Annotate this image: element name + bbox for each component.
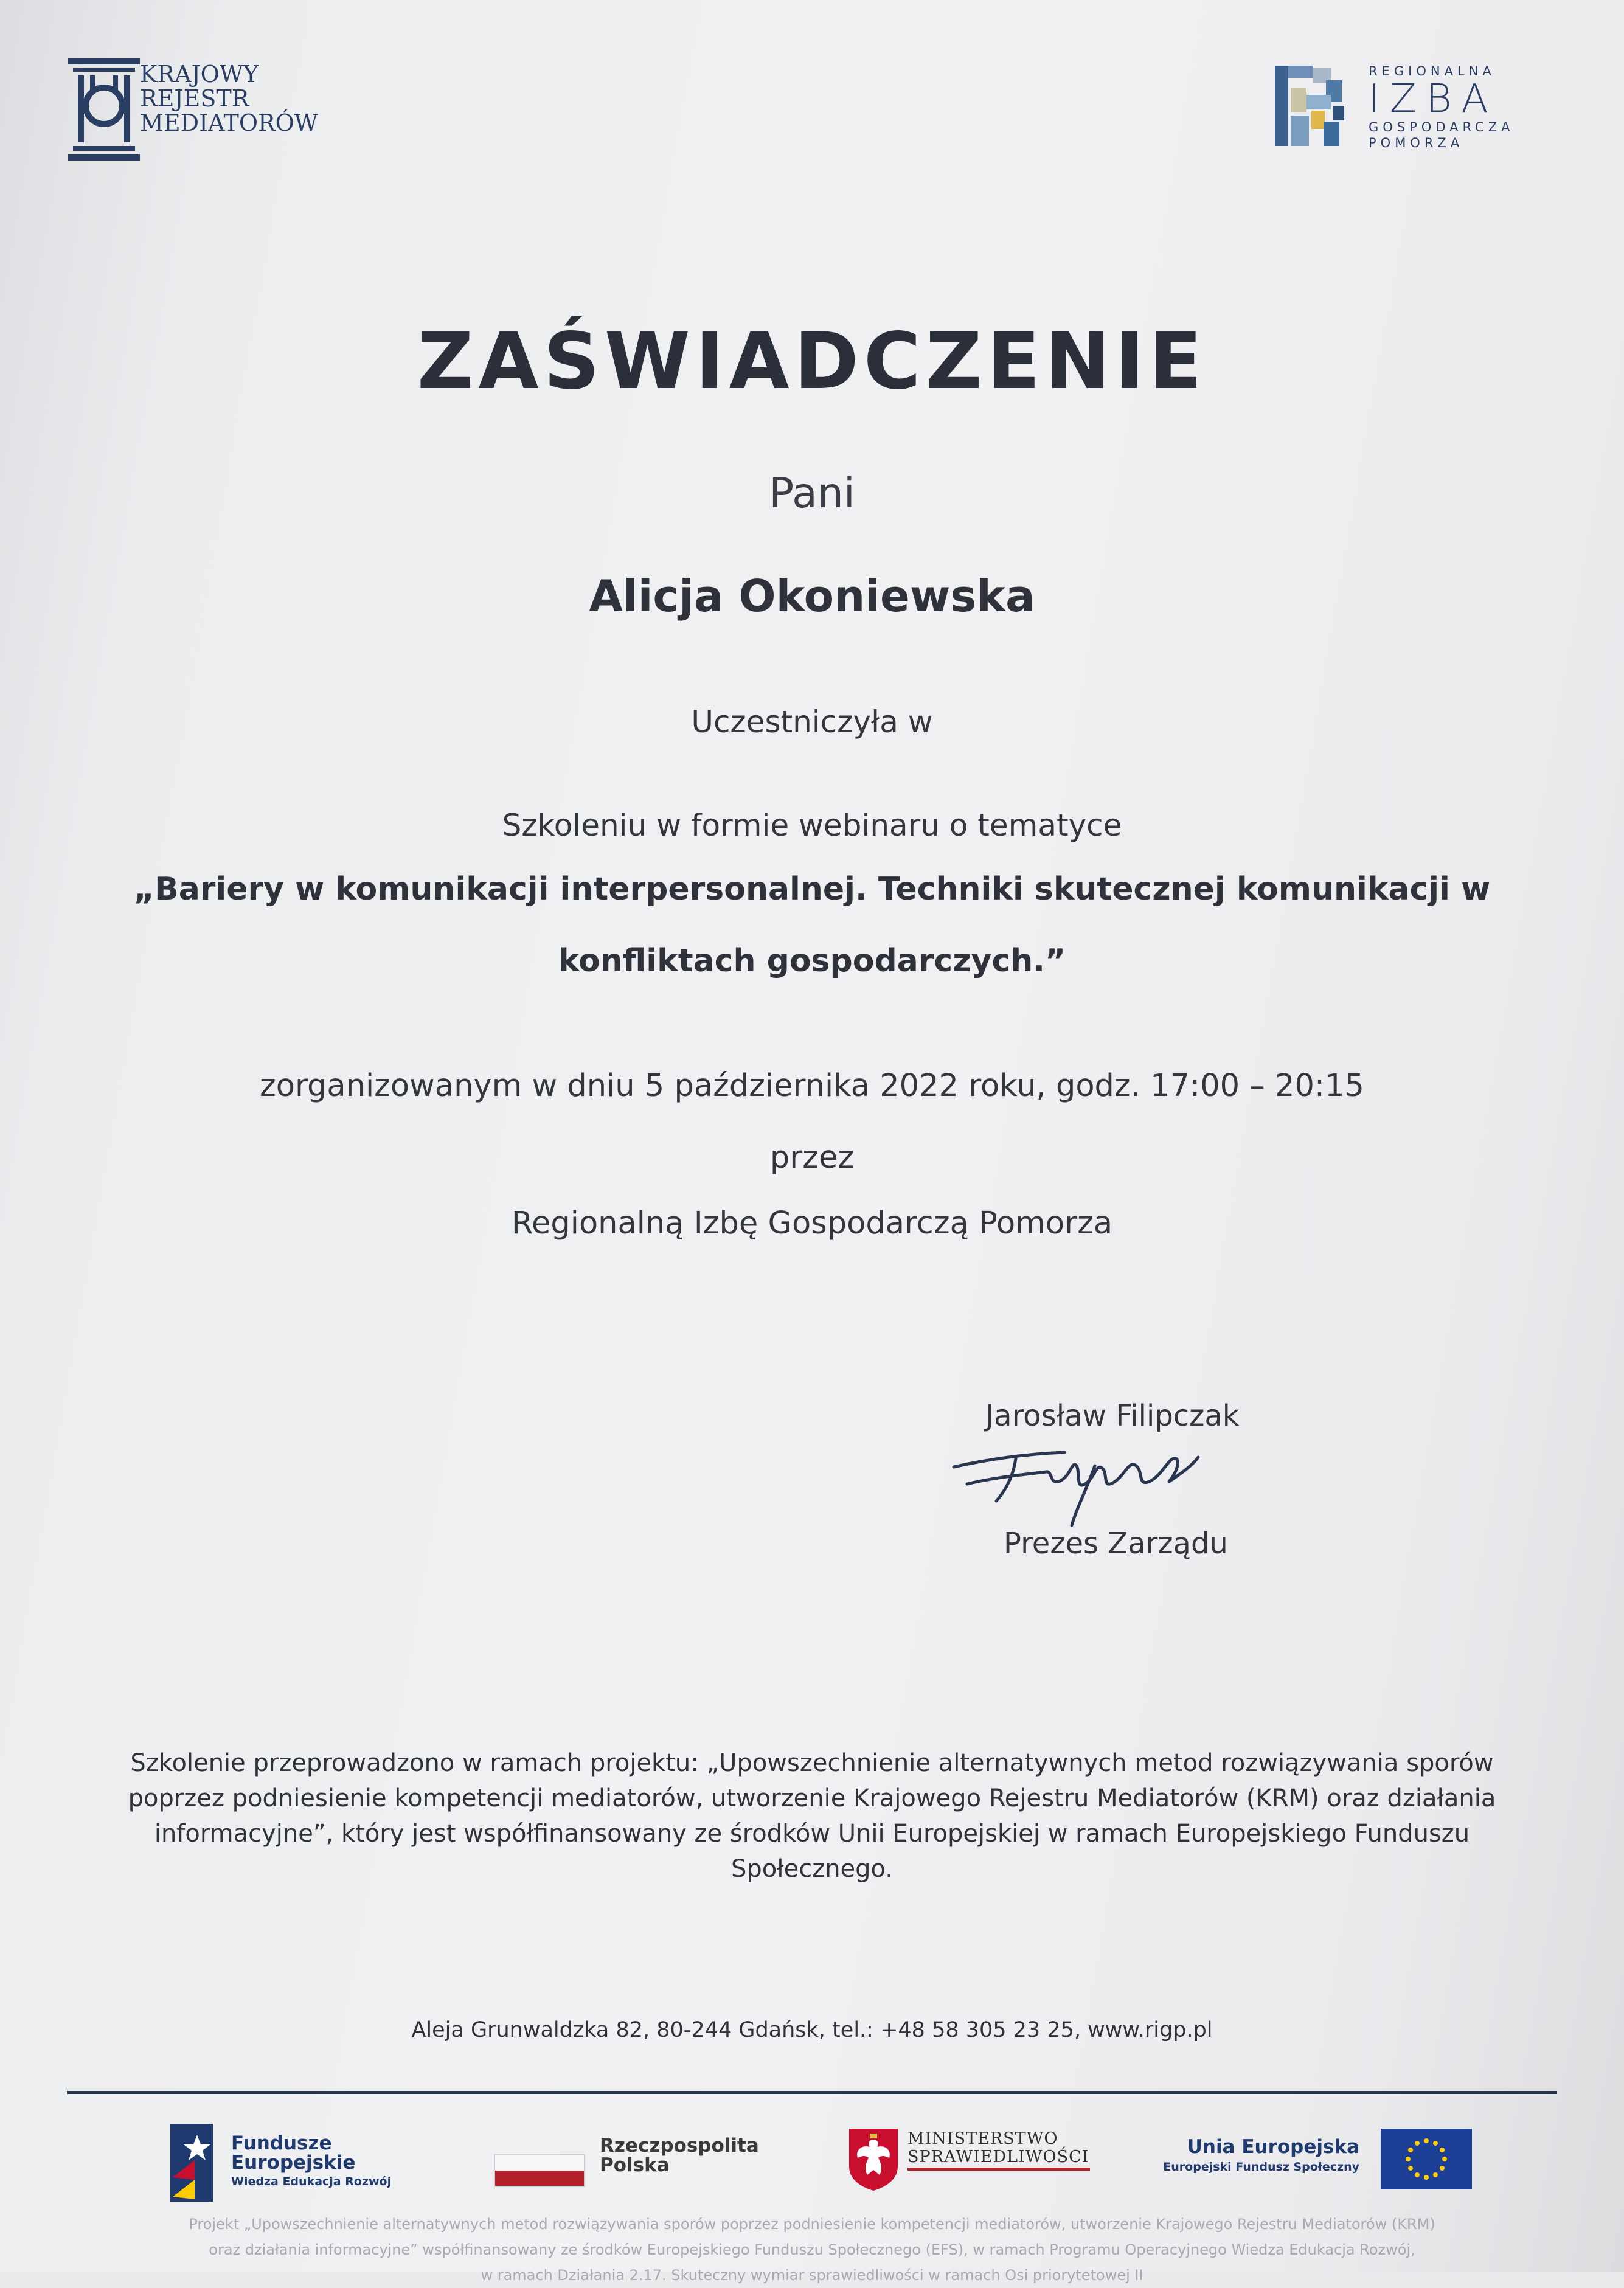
fe-star-icon [170,2124,219,2202]
handwritten-signature [943,1423,1235,1533]
recipient-name: Alicja Okoniewska [589,570,1035,622]
rigp-logo-text [1369,63,1514,151]
ue-line1: Unia Europejska [1187,2136,1359,2158]
krm-logo-text [140,62,318,135]
krm-logo-line: KRAJOWY [140,61,259,88]
organizer-name: Regionalną Izbę Gospodarczą Pomorza [511,1205,1113,1241]
fundusze-europejskie-logo [170,2124,426,2203]
footnote-line: Projekt „Upowszechnienie alternatywnych metod rozwiązywania sporów poprzez podniesienie kompetencji mediatorów, utworzenie Krajowego Rejestru Mediatorów (KRM) [189,2216,1435,2233]
ue-sub: Europejski Fundusz Społeczny [1163,2160,1359,2174]
footnote-line: oraz działania informacyjne” współfinansowany ze środków Europejskiego Funduszu Społecznego (EFS), w ramach Programu Operacyjnego Wiedza Edukacja Rozwój, [209,2241,1415,2258]
rigp-logo-line4: POMORZA [1369,136,1464,150]
rigp-r-mosaic-icon [1272,63,1352,148]
eu-flag-icon [1381,2129,1472,2189]
organizer-address: Aleja Grunwaldzka 82, 80-244 Gdańsk, tel.: +48 58 305 23 25, www.rigp.pl [411,2018,1213,2042]
rigp-logo-top: REGIONALNA [1369,64,1496,78]
ms-line2: SPRAWIEDLIWOŚCI [907,2148,1089,2166]
participation-text: Uczestniczyła w [691,704,933,740]
krm-logo-line: MEDIATORÓW [140,109,318,136]
rigp-logo-main: IZBA [1369,77,1498,122]
rigp-logo [1272,63,1528,154]
polish-eagle-icon [847,2126,900,2192]
funding-logos-bar [170,2124,1460,2209]
fe-sub: Wiedza Edukacja Rozwój [231,2175,392,2188]
ms-line1: MINISTERSTWO [907,2129,1058,2148]
ue-logo-text [1163,2136,1359,2176]
rp-line2: Polska [600,2154,670,2176]
ministerstwo-sprawiedliwosci-logo [847,2126,1102,2199]
unia-europejska-logo [1156,2129,1472,2202]
footer-divider [67,2091,1557,2094]
project-note-line: informacyjne”, który jest współfinansowany ze środków Unii Europejskiej w ramach Europejskiego Funduszu [154,1820,1470,1848]
krm-logo [68,58,324,168]
topic-line-2: konfliktach gospodarczych.” [558,943,1066,979]
rigp-logo-line3: GOSPODARCZA [1369,120,1515,134]
project-note-line: Szkolenie przeprowadzono w ramach projektu: „Upowszechnienie alternatywnych metod rozwiązywania sporów [130,1749,1494,1777]
by-text: przez [769,1140,855,1176]
fe-line2: Europejskie [231,2152,356,2174]
training-line: Szkoleniu w formie webinaru o tematyce [502,808,1122,843]
pillar-logo-icon [68,58,145,163]
signer-role: Prezes Zarządu [1004,1527,1228,1561]
krm-logo-line: REJESTR [140,85,249,112]
project-note [122,1745,1502,1887]
project-note-line: Społecznego. [730,1855,894,1883]
fe-line1: Fundusze [231,2132,332,2154]
project-note-line: poprzez podniesienie kompetencji mediatorów, utworzenie Krajowego Rejestru Mediatorów (KRM) oraz działania [128,1784,1496,1812]
rp-logo-text [600,2136,759,2175]
ms-logo-text [907,2130,1089,2166]
rp-line1: Rzeczpospolita [600,2135,759,2157]
footnote-line: w ramach Działania 2.17. Skuteczny wymiar sprawiedliwości w ramach Osi priorytetowej II [481,2267,1143,2284]
ms-red-underline [907,2168,1090,2171]
date-line: zorganizowanym w dniu 5 października 2022 roku, godz. 17:00 – 20:15 [259,1068,1364,1104]
rzeczpospolita-polska-logo [494,2136,762,2197]
signer-name: Jarosław Filipczak [985,1399,1240,1433]
polish-flag-icon [494,2154,585,2187]
topic-line-1: „Bariery w komunikacji interpersonalnej. Techniki skutecznej komunikacji w [133,871,1491,907]
certificate-title: ZAŚWIADCZENIE [417,316,1207,407]
salutation: Pani [769,470,855,518]
fe-logo-text [231,2134,391,2191]
